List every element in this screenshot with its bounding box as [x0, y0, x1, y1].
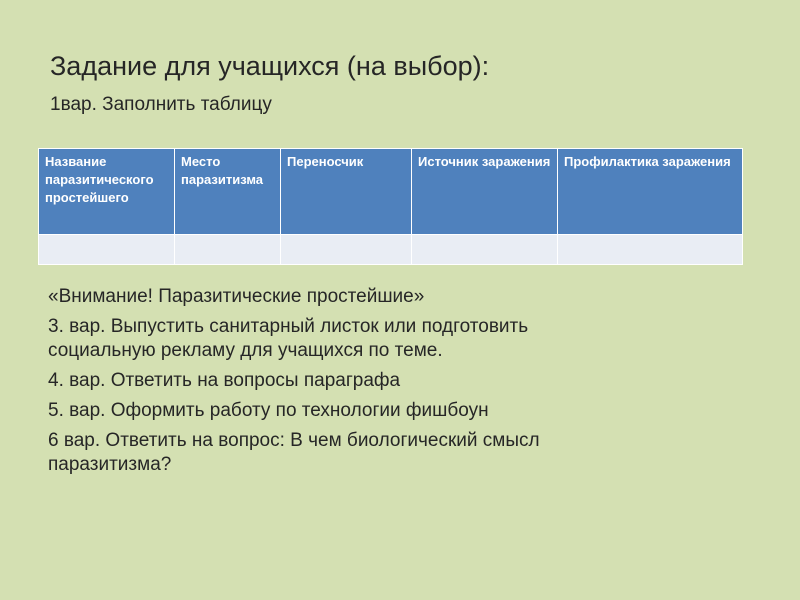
- task-table: [38, 148, 743, 265]
- header-cell-name: Название паразитического простейшего: [39, 149, 175, 235]
- table-cell: [175, 235, 281, 265]
- table-row: [39, 235, 743, 265]
- header-cell-place: Место паразитизма: [175, 149, 281, 235]
- list-item-line: социальную рекламу для учащихся по теме.: [48, 340, 443, 361]
- slide-subtitle: 1вар. Заполнить таблицу: [50, 94, 272, 115]
- list-item: [48, 399, 748, 423]
- header-cell-prevention: Профилактика заражения: [558, 149, 743, 235]
- table-header-row: [39, 149, 743, 235]
- list-item: [48, 429, 748, 477]
- table-cell: [281, 235, 412, 265]
- list-item-line: 5. вар. Оформить работу по технологии фишбоун: [48, 400, 489, 421]
- list-item-line: паразитизма?: [48, 454, 172, 475]
- list-item: [48, 315, 748, 363]
- table-cell: [39, 235, 175, 265]
- list-item-line: 6 вар. Ответить на вопрос: В чем биологический смысл: [48, 430, 540, 451]
- list-item-line: 4. вар. Ответить на вопросы параграфа: [48, 370, 401, 391]
- slide-title: Задание для учащихся (на выбор):: [50, 51, 490, 81]
- list-item: [48, 369, 748, 393]
- header-cell-source: Источник заражения: [412, 149, 558, 235]
- table-cell: [558, 235, 743, 265]
- list-item-line: «Внимание! Паразитические простейшие»: [48, 286, 425, 307]
- list-item: [48, 285, 748, 309]
- list-item-line: 3. вар. Выпустить санитарный листок или подготовить: [48, 316, 529, 337]
- header-cell-vector: Переносчик: [281, 149, 412, 235]
- task-list: [48, 285, 748, 483]
- table-cell: [412, 235, 558, 265]
